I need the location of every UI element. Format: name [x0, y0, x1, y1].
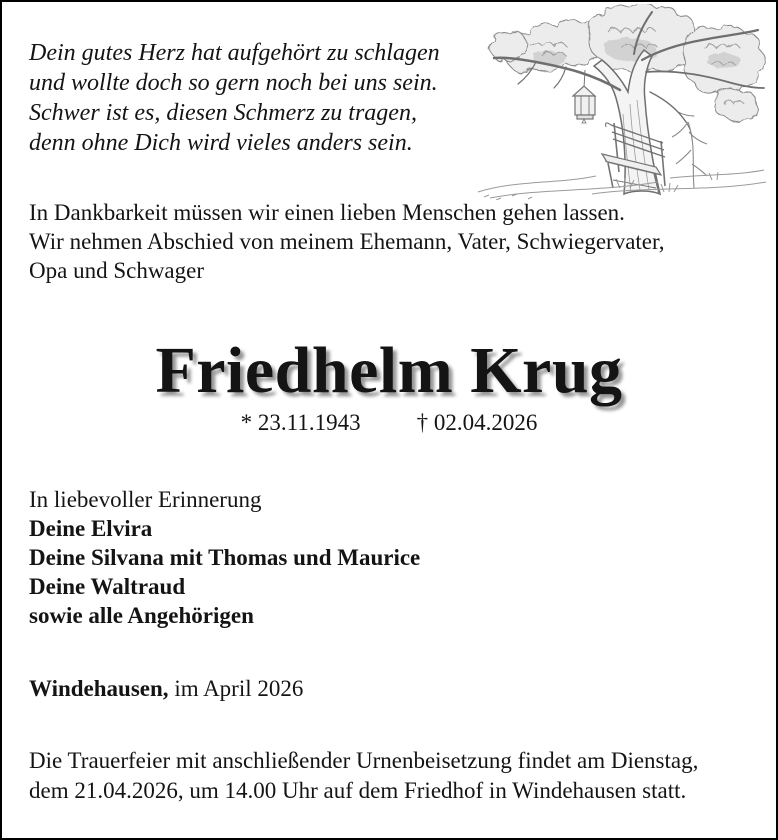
- birth-date: * 23.11.1943: [240, 410, 361, 435]
- intro-line: Wir nehmen Abschied von meinem Ehemann, Vater, Schwiegervater,: [29, 229, 665, 254]
- remembrance-heading: In liebevoller Erinnerung: [29, 487, 262, 512]
- poem-line: denn ohne Dich wird vieles anders sein.: [29, 130, 413, 156]
- sapling: [672, 122, 707, 188]
- tree-bench-lantern-illustration: [472, 4, 774, 200]
- deceased-name: Friedhelm Krug: [155, 334, 623, 407]
- funeral-line: dem 21.04.2026, um 14.00 Uhr auf dem Friedhof in Windehausen statt.: [29, 778, 687, 803]
- funeral-info: [29, 746, 698, 806]
- ground: [478, 170, 766, 200]
- poem-line: Schwer ist es, diesen Schmerz zu tragen,: [29, 100, 417, 126]
- month-year: im April 2026: [168, 676, 304, 701]
- intro-text: [29, 198, 665, 285]
- intro-line: In Dankbarkeit müssen wir einen lieben Menschen gehen lassen.: [29, 200, 625, 225]
- intro-line: Opa und Schwager: [29, 258, 205, 283]
- place-date-line: [29, 674, 303, 703]
- mourner-line: Deine Waltraud: [29, 574, 186, 599]
- poem-line: und wollte doch so gern noch bei uns sein.: [29, 70, 438, 96]
- lantern-icon: [573, 70, 595, 123]
- mourner-line: Deine Silvana mit Thomas und Maurice: [29, 545, 421, 570]
- mourner-line: Deine Elvira: [29, 516, 153, 541]
- funeral-line: Die Trauerfeier mit anschließender Urnenbeisetzung findet am Dienstag,: [29, 748, 699, 773]
- place-name: Windehausen,: [29, 676, 169, 701]
- poem-line: Dein gutes Herz hat aufgehört zu schlagen: [29, 40, 440, 66]
- mourner-line: sowie alle Angehörigen: [29, 603, 254, 628]
- death-date: † 02.04.2026: [416, 410, 538, 435]
- life-dates: [2, 409, 776, 437]
- remembrance-block: [29, 485, 420, 630]
- mourning-poem: [29, 38, 440, 158]
- tree-sketch-svg: [472, 4, 774, 200]
